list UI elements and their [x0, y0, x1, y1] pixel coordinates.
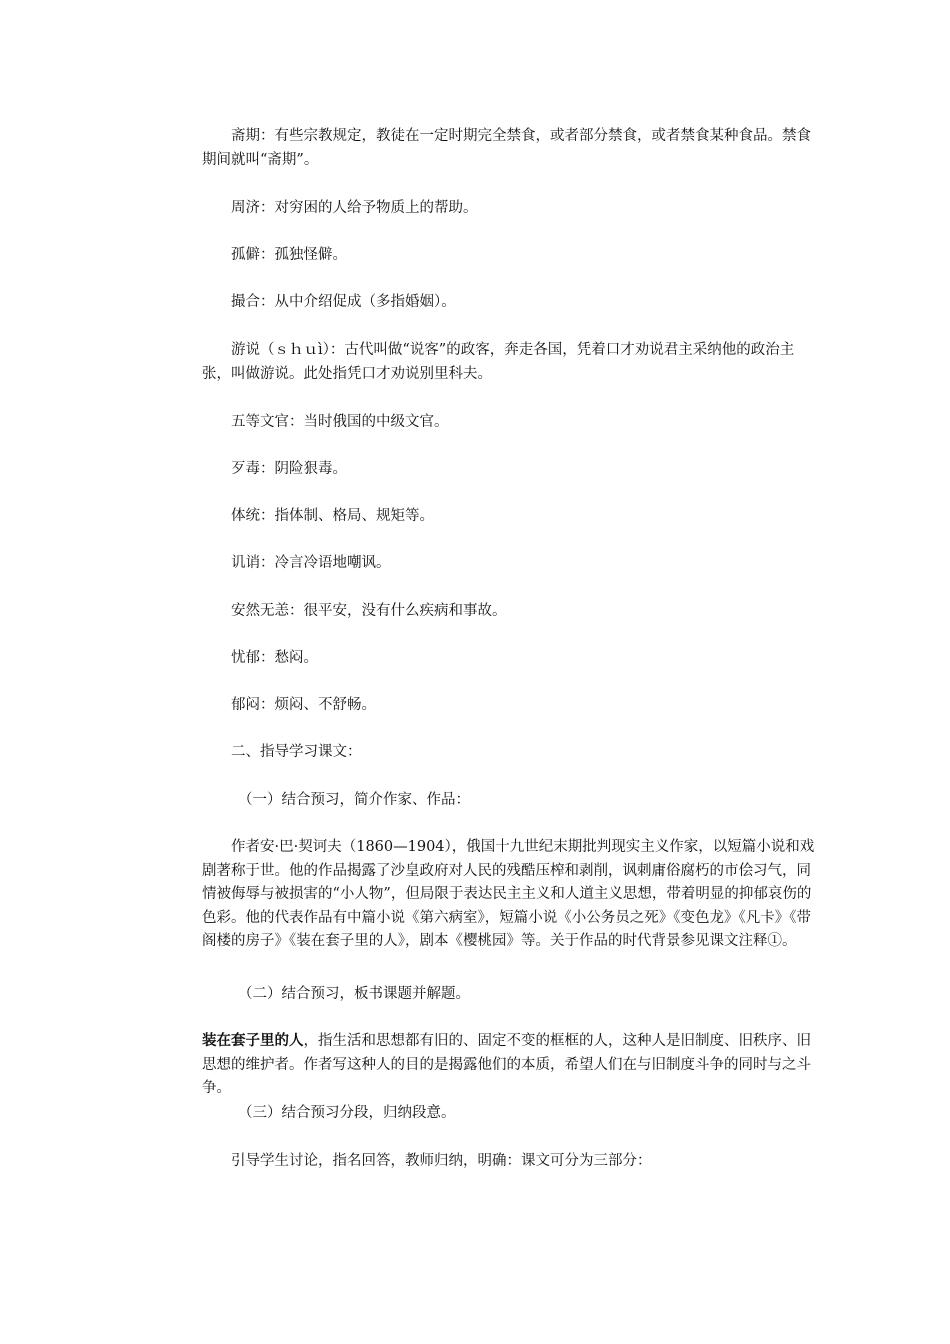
gloss-wudeng-wenguan: 五等文官：当时俄国的中级文官。: [231, 414, 449, 430]
gloss-zhaiqi: 斋期：有些宗教规定，教徒在一定时期完全禁食，或者部分禁食，或者禁食某种食品。禁食期间就叫“斋期”。: [202, 128, 811, 168]
title-term: 装在套子里的人: [202, 1033, 304, 1049]
gloss-gupi: 孤僻：孤独怪僻。: [231, 247, 347, 263]
author-intro-paragraph: 作者安·巴·契诃夫（1860—1904），俄国十九世纪末期批判现实主义作家，以短篇小说和戏剧著称于世。他的作品揭露了沙皇政府对人民的残酷压榨和剥削，讽刺庸俗腐朽的市侩习气，同情被侮辱与被损害的“小人物”，但局限于表达民主主义和人道主义思想，带着明显的抑郁哀伤的色彩。他的代表作品有中篇小说《第六病室》，短篇小说《小公务员之死》《变色龙》《凡卡》《带阁楼的房子》《装在套子里的人》，剧本《樱桃园》等。关于作品的时代背景参见课文注释①。: [202, 839, 815, 949]
gloss-anran-wuyang: 安然无恙：很平安，没有什么疾病和事故。: [231, 603, 507, 619]
gloss-youyu: 忧郁：愁闷。: [231, 650, 318, 666]
gloss-zhouji: 周济：对穷困的人给予物质上的帮助。: [231, 200, 478, 216]
discussion-paragraph: 引导学生讨论，指名回答，教师归纳，明确：课文可分为三部分：: [231, 1153, 652, 1169]
gloss-cuohe: 撮合：从中介绍促成（多指婚姻）。: [231, 294, 456, 310]
section-heading-2: 二、指导学习课文：: [231, 744, 362, 760]
gloss-youshui: 游说（ｓｈｕì）：古代叫做“说客”的政客，奔走各国，凭着口才劝说君主采纳他的政治主张，叫做游说。此处指凭口才劝说别里科夫。: [202, 342, 795, 382]
title-explanation-text: ，指生活和思想都有旧的、固定不变的框框的人，这种人是旧制度、旧秩序、旧思想的维护者。作者写这种人的目的是揭露他们的本质，希望人们在与旧制度斗争的同时与之斗争。: [202, 1033, 811, 1096]
gloss-daidu: 歹毒：阴险狠毒。: [231, 461, 347, 477]
title-explanation-paragraph: [202, 1030, 816, 1101]
gloss-titong: 体统：指体制、格局、规矩等。: [231, 508, 434, 524]
subsection-heading-2: （二）结合预习，板书课题并解题。: [238, 986, 470, 1002]
gloss-jiqiao: 讥诮：冷言冷语地嘲讽。: [231, 555, 391, 571]
subsection-heading-3: （三）结合预习分段，归纳段意。: [238, 1105, 456, 1121]
gloss-yumen: 郁闷：烦闷、不舒畅。: [231, 697, 376, 713]
subsection-heading-1: （一）结合预习，简介作家、作品：: [238, 792, 470, 808]
